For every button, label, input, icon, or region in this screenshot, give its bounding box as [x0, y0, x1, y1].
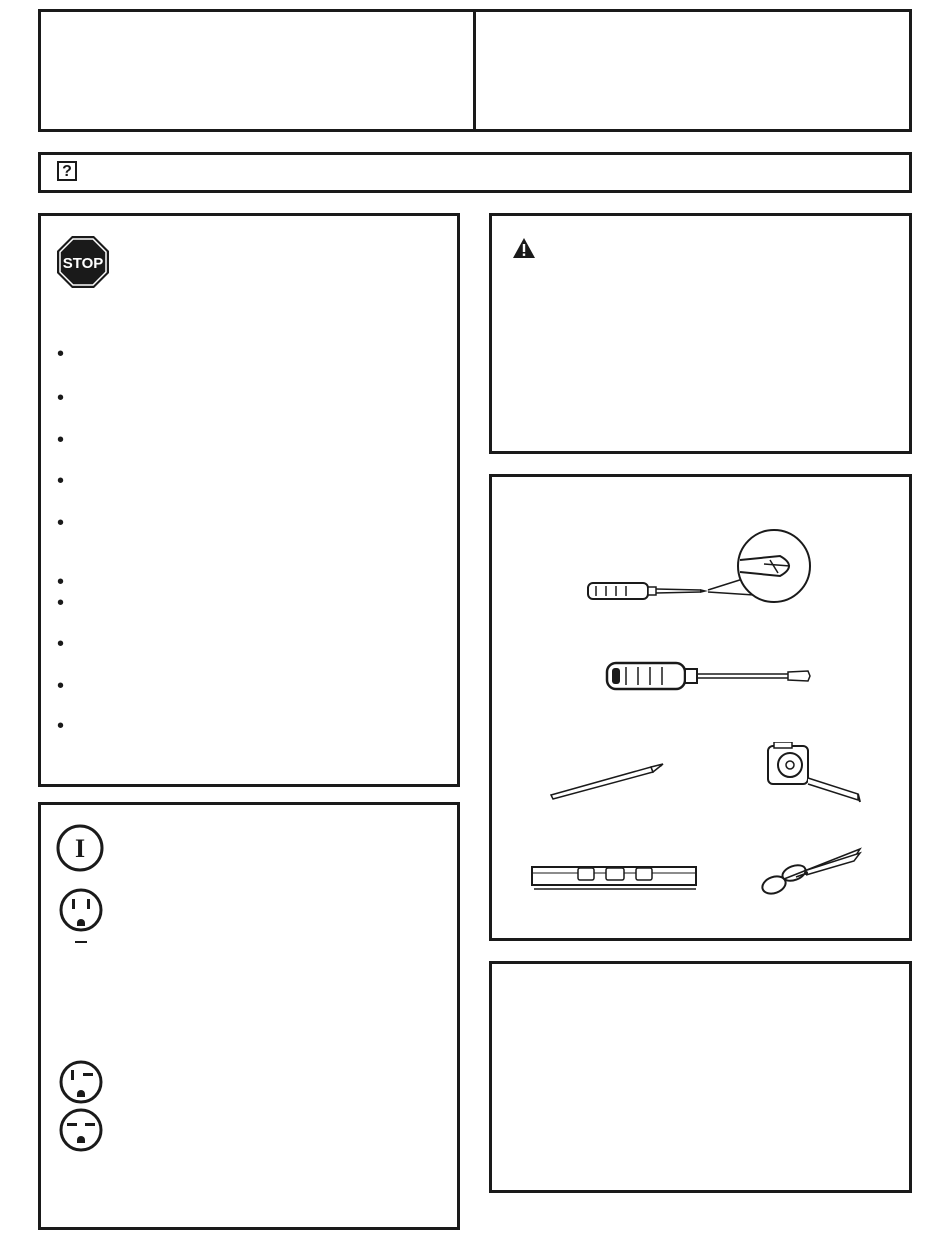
flat-blade-screwdriver-icon	[604, 659, 814, 695]
warning-triangle-icon	[512, 237, 536, 259]
tools-panel	[489, 474, 912, 941]
bullet-2: •	[57, 387, 65, 409]
question-icon: ?	[57, 161, 77, 181]
bullet-1: •	[57, 343, 65, 365]
outlet-mixed-slots-icon	[58, 1059, 104, 1105]
svg-text:I: I	[74, 834, 86, 863]
pencil-icon	[547, 761, 667, 801]
bullet-6: •	[57, 571, 65, 593]
bullet-4: •	[57, 470, 65, 492]
phillips-screwdriver-icon	[584, 526, 824, 606]
bullet-10: •	[57, 715, 65, 737]
outlet-two-vertical-icon	[58, 887, 104, 947]
level-icon	[530, 859, 700, 893]
tape-measure-icon	[764, 742, 864, 806]
electrical-panel	[38, 802, 460, 1230]
bullet-9: •	[57, 675, 65, 697]
info-icon	[55, 823, 105, 873]
bullet-3: •	[57, 429, 65, 451]
header-divider	[473, 12, 476, 129]
bullet-5: •	[57, 512, 65, 534]
warning-panel	[489, 213, 912, 454]
notes-panel	[489, 961, 912, 1193]
bullet-8: •	[57, 633, 65, 655]
stop-sign-icon	[56, 235, 110, 289]
scissors-icon	[756, 843, 866, 903]
stop-panel	[38, 213, 460, 787]
header-box	[38, 9, 912, 132]
stop-sign-label: STOP	[62, 255, 104, 272]
question-bar	[38, 152, 912, 193]
bullet-7: •	[57, 592, 65, 614]
outlet-horizontal-slots-icon	[58, 1107, 104, 1153]
